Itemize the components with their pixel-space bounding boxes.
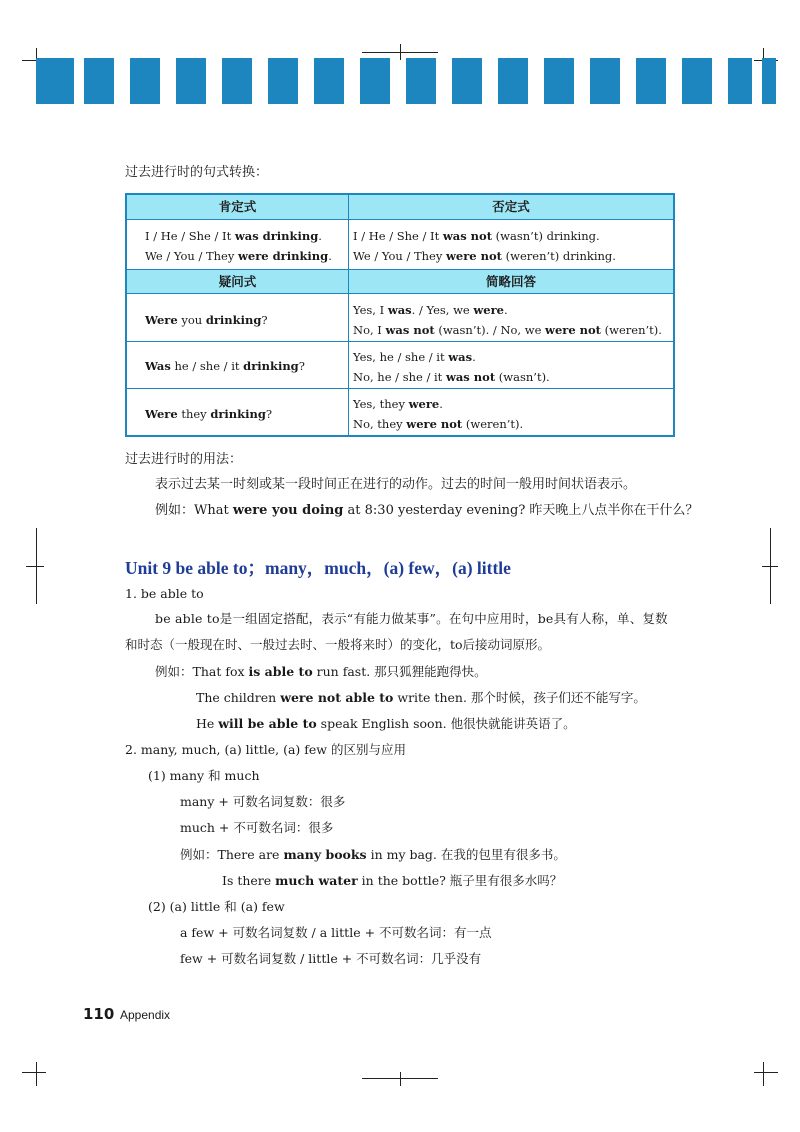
answer-row-3-yes: Yes, they were. [353,397,443,411]
few-rule: few + 可数名词复数 / little + 不可数名词：几乎没有 [180,951,482,966]
usage-description: 表示过去某一时刻或某一段时间正在进行的动作。过去的时间一般用时间状语表示。 [155,477,637,492]
past-progressive-table [125,193,675,437]
section-1-heading: 1. be able to [125,586,204,601]
header-stripe [268,58,298,104]
section-1-example-1: 例如：That fox is able to run fast. 那只狐狸能跑得快。 [155,664,487,679]
section-2-heading: 2. many, much, (a) little, (a) few 的区别与应用 [125,742,406,757]
a-few-rule: a few + 可数名词复数 / a little + 不可数名词：有一点 [180,925,492,940]
section-1-example-3: He will be able to speak English soon. 他很快就能讲英语了。 [196,716,576,731]
answer-row-3-no: No, they were not (weren’t). [353,417,524,431]
page-number: 110 [83,1005,115,1023]
header-stripe-band [36,58,776,104]
header-stripe [498,58,528,104]
header-stripe [590,58,620,104]
unit-9-title: Unit 9 be able to；many，much，(a) few，(a) little [125,558,511,578]
section-2-example-1: 例如：There are many books in my bag. 在我的包里有很多书。 [180,847,566,862]
question-row-2: Was he / she / it drinking? [145,359,305,373]
question-row-3: Were they drinking? [145,407,273,421]
answer-row-1-no: No, I was not (wasn’t). / No, we were not (weren’t). [353,323,662,337]
header-stripe [360,58,390,104]
section-2-subheading-1: (1) many 和 much [148,768,260,783]
many-rule: many + 可数名词复数：很多 [180,794,346,809]
appendix-label: Appendix [120,1008,171,1022]
header-stripe [728,58,752,104]
negative-line-2: We / You / They were not (weren’t) drinking. [353,249,616,263]
answer-row-2-no: No, he / she / it was not (wasn’t). [353,370,550,384]
header-stripe [406,58,436,104]
section-2-subheading-2: (2) (a) little 和 (a) few [148,899,285,914]
section-1-example-2: The children were not able to write then. 那个时候，孩子们还不能写字。 [196,690,646,705]
header-stripe [544,58,574,104]
section-1-paragraph-line-2: 和时态（一般现在时、一般过去时、一般将来时）的变化，to后接动词原形。 [125,637,551,652]
header-stripe [176,58,206,104]
answer-row-1-yes: Yes, I was. / Yes, we were. [353,303,508,317]
header-stripe [452,58,482,104]
affirmative-line-2: We / You / They were drinking. [145,249,332,263]
affirmative-line-1: I / He / She / It was drinking. [145,229,322,243]
tense-conversion-title: 过去进行时的句式转换： [125,165,269,180]
question-row-1: Were you drinking? [145,313,268,327]
much-rule: much + 不可数名词：很多 [180,820,334,835]
header-stripe [682,58,712,104]
header-stripe [314,58,344,104]
usage-title: 过去进行时的用法： [125,452,243,467]
header-question: 疑问式 [127,270,348,293]
usage-example: 例如：What were you doing at 8:30 yesterday evening? 昨天晚上八点半你在干什么？ [155,503,699,518]
header-negative: 否定式 [349,195,673,219]
header-stripe [222,58,252,104]
negative-line-1: I / He / She / It was not (wasn’t) drinking. [353,229,600,243]
section-1-paragraph-line-1: be able to是一组固定搭配，表示“有能力做某事”。在句中应用时，be具有人称，单、复数 [155,611,668,626]
header-stripe [130,58,160,104]
header-stripe [636,58,666,104]
header-stripe [36,58,74,104]
header-affirmative: 肯定式 [127,195,348,219]
header-stripe [84,58,114,104]
header-stripe [762,58,776,104]
answer-row-2-yes: Yes, he / she / it was. [353,350,476,364]
header-short-answer: 简略回答 [349,270,673,293]
section-2-example-2: Is there much water in the bottle? 瓶子里有很多水吗？ [222,873,563,888]
